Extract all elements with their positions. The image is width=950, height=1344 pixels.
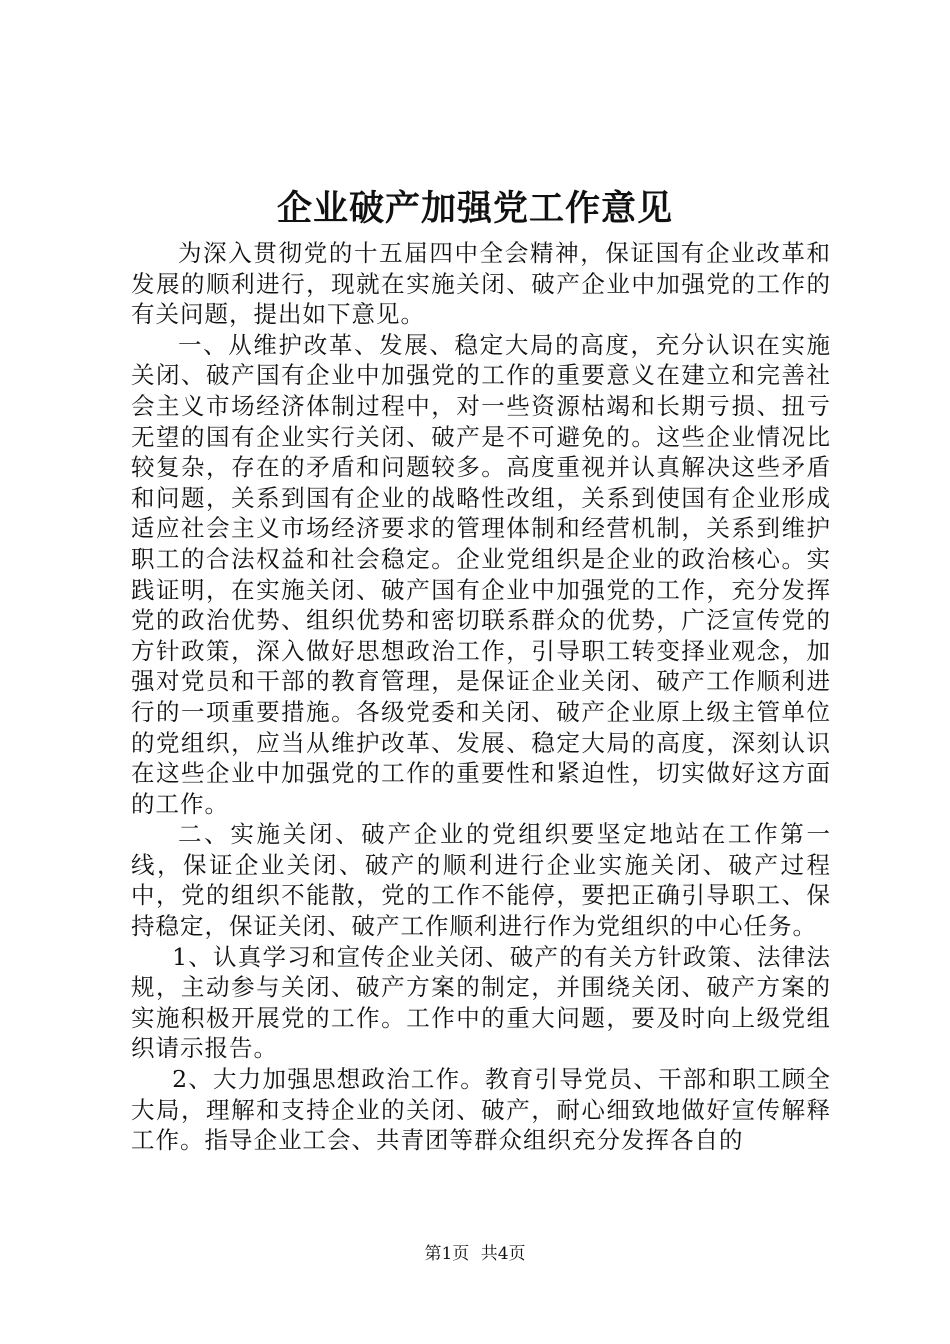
- page-footer: [0, 1242, 950, 1266]
- paragraph-section-2: 二、实施关闭、破产企业的党组织要坚定地站在工作第一线，保证企业关闭、破产的顺利进行企业实施关闭、破产过程中，党的组织不能散，党的工作不能停，要把正确引导职工、保持稳定，保证关闭、破产工作顺利进行作为党组织的中心任务。: [131, 820, 831, 941]
- page-number: 第1页: [424, 1244, 470, 1264]
- document-title: 企业破产加强党工作意见: [276, 188, 673, 229]
- paragraph-item-2: 2、大力加强思想政治工作。教育引导党员、干部和职工顾全大局，理解和支持企业的关闭、破产，耐心细致地做好宣传解释工作。指导企业工会、共青团等群众组织充分发挥各自的: [131, 1065, 831, 1155]
- paragraph-section-1: 一、从维护改革、发展、稳定大局的高度，充分认识在实施关闭、破产国有企业中加强党的工作的重要意义在建立和完善社会主义市场经济体制过程中，对一些资源枯竭和长期亏损、扭亏无望的国有企业实行关闭、破产是不可避免的。这些企业情况比较复杂，存在的矛盾和问题较多。高度重视并认真解决这些矛盾和问题，关系到国有企业的战略性改组，关系到使国有企业形成适应社会主义市场经济要求的管理体制和经营机制，关系到维护职工的合法权益和社会稳定。企业党组织是企业的政治核心。实践证明，在实施关闭、破产国有企业中加强党的工作，充分发挥党的政治优势、组织优势和密切联系群众的优势，广泛宣传党的方针政策，深入做好思想政治工作，引导职工转变择业观念，加强对党员和干部的教育管理，是保证企业关闭、破产工作顺利进行的一项重要措施。各级党委和关闭、破产企业原上级主管单位的党组织，应当从维护改革、发展、稳定大局的高度，深刻认识在这些企业中加强党的工作的重要性和紧迫性，切实做好这方面的工作。: [131, 330, 831, 818]
- paragraph-item-1: 1、认真学习和宣传企业关闭、破产的有关方针政策、法律法规，主动参与关闭、破产方案的制定，并围绕关闭、破产方案的实施积极开展党的工作。工作中的重大问题，要及时向上级党组织请示报告。: [131, 942, 831, 1063]
- paragraph-intro: 为深入贯彻党的十五届四中全会精神，保证国有企业改革和发展的顺利进行，现就在实施关闭、破产企业中加强党的工作的有关问题，提出如下意见。: [131, 239, 831, 329]
- document-body: [131, 238, 831, 1156]
- page-total: 共4页: [480, 1244, 526, 1264]
